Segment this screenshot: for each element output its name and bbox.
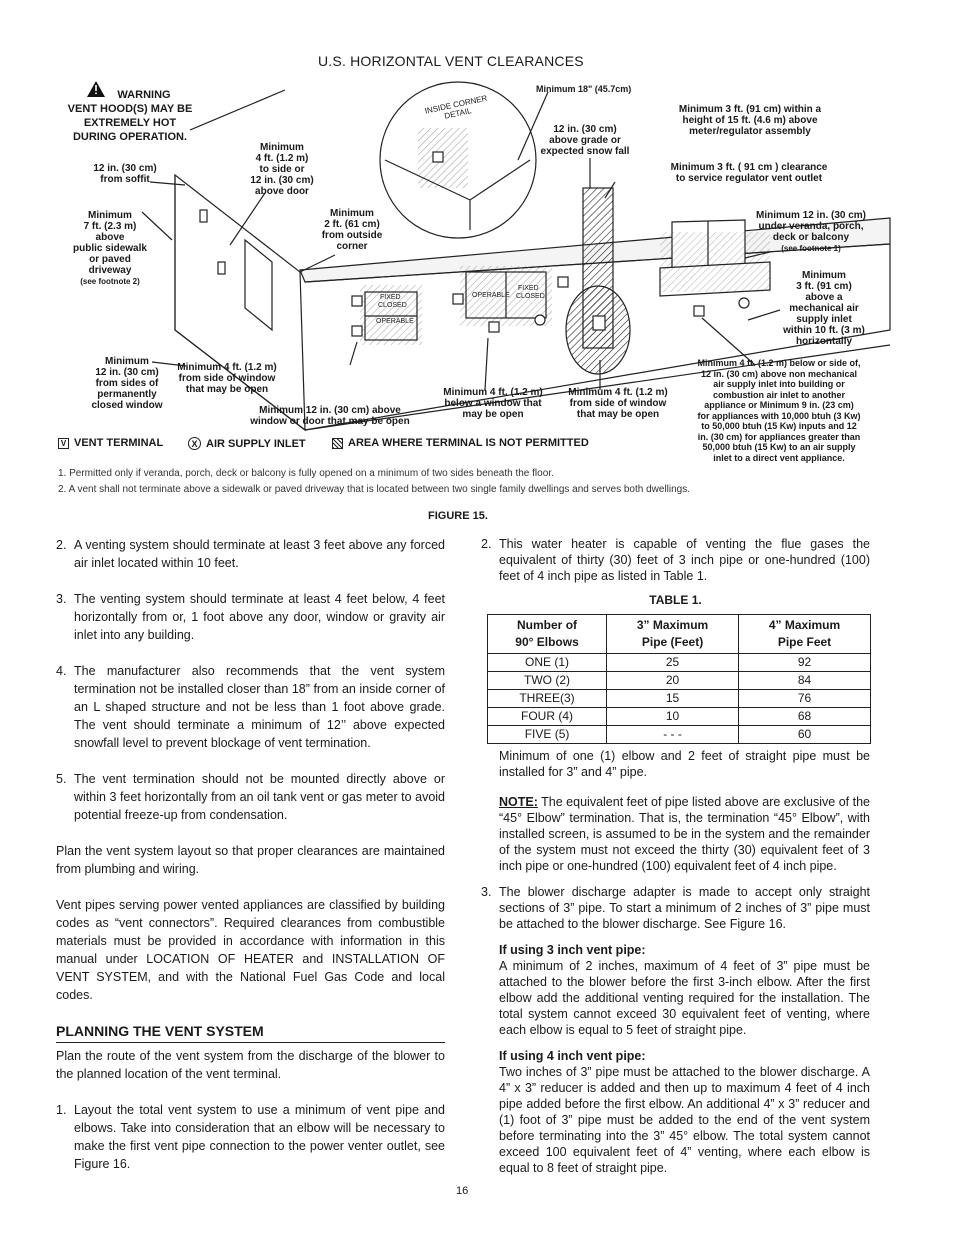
label-line: Minimum 3 ft. ( 91 cm ) clearance bbox=[670, 162, 828, 173]
header-line: 90° Elbows bbox=[515, 635, 579, 649]
header-line: Number of bbox=[517, 618, 578, 632]
label-line: 12 in. (30 cm) bbox=[93, 163, 157, 174]
legend-label: AREA WHERE TERMINAL IS NOT PERMITTED bbox=[348, 437, 589, 449]
header-line: 4” Maximum bbox=[768, 618, 841, 632]
window-tag-operable: OPERABLE bbox=[376, 318, 414, 325]
label-line: from side of window bbox=[569, 398, 667, 409]
label-line: 12 in. (30 cm) bbox=[250, 175, 314, 186]
label-line: inlet to a direct vent appliance. bbox=[713, 452, 845, 463]
figure-footnote: 2. A vent shall not terminate above a sidewalk or paved driveway that is located between two single family dwellings and serves both dwellings. bbox=[58, 484, 691, 495]
label-veranda bbox=[748, 210, 874, 254]
table-cell: 60 bbox=[739, 726, 871, 744]
label-line: Minimum 4 ft. (1.2 m) bbox=[443, 387, 543, 398]
window-tag-operable: OPERABLE bbox=[472, 292, 510, 299]
legend-label: VENT TERMINAL bbox=[74, 437, 164, 449]
label-line: above bbox=[95, 232, 125, 243]
list-text: The manufacturer also recommends that the vent system termination not be installed closer than 18” from an inside corner of an L shaped structure and not be less than 1 foot above grade. The vent should terminate a minimum of 12’’ above expected snowfall level to prevent blockage of vent termination. bbox=[74, 664, 445, 750]
list-text: The vent termination should not be mounted directly above or within 3 feet horizontally from an oil tank vent or gas meter to avoid potential freeze-up from condensation. bbox=[74, 772, 445, 822]
elbow-pipe-table bbox=[487, 614, 871, 744]
warning-line: DURING OPERATION. bbox=[72, 131, 188, 143]
label-open-window-side-b bbox=[558, 387, 678, 420]
label-line: above door bbox=[255, 186, 309, 197]
list-number: 1. bbox=[56, 1103, 67, 1117]
label-line: mechanical air bbox=[789, 303, 859, 314]
list-item bbox=[56, 662, 445, 752]
label-line: closed window bbox=[91, 400, 163, 411]
table-cell: 25 bbox=[607, 654, 739, 672]
vent-terminal-icon: V bbox=[58, 438, 69, 449]
window-tag-closed: CLOSED bbox=[516, 293, 545, 300]
list-text: Layout the total vent system to use a minimum of vent pipe and elbows. Take into consideration that an elbow will be necessary to make the first vent pipe connection to the power venter outlet, see Figure 16. bbox=[74, 1103, 445, 1171]
label-line: 50,000 btuh (15 Kw) to an air supply bbox=[702, 442, 856, 452]
legend-not-permitted bbox=[332, 437, 589, 449]
air-inlet-icon: X bbox=[188, 437, 201, 450]
subsection-title: If using 4 inch vent pipe: bbox=[499, 1049, 646, 1063]
list-number: 3. bbox=[481, 885, 492, 899]
figure-title: U.S. HORIZONTAL VENT CLEARANCES bbox=[318, 53, 584, 69]
label-line: meter/regulator assembly bbox=[689, 126, 811, 137]
section-heading: PLANNING THE VENT SYSTEM bbox=[56, 1022, 445, 1043]
subsection bbox=[499, 1048, 870, 1176]
note-label: NOTE: bbox=[499, 795, 538, 809]
table-cell: 68 bbox=[739, 708, 871, 726]
table-header bbox=[488, 615, 607, 654]
left-column bbox=[56, 536, 445, 1191]
label-sidewalk bbox=[60, 210, 160, 287]
label-door bbox=[232, 142, 332, 197]
label-line: combustion air inlet to another bbox=[712, 389, 845, 400]
label-line: Minimum 12 in. (30 cm) bbox=[755, 210, 867, 221]
table-cell: 15 bbox=[607, 690, 739, 708]
list-item bbox=[481, 884, 870, 932]
label-line: appliance or Minimum 9 in. (23 cm) bbox=[704, 400, 854, 410]
label-grade bbox=[535, 124, 635, 157]
label-line: Minimum bbox=[88, 210, 132, 221]
list-item bbox=[56, 1101, 445, 1173]
subsection-text: A minimum of 2 inches, maximum of 4 feet of 3” pipe must be attached to the blower before the first 3-inch elbow. After the first elbow add the additional venting required for the installation. The total system cannot exceed 30 equivalent feet of venting, where each elbow is equal to 5 feet of straight pipe. bbox=[499, 959, 870, 1037]
label-meter bbox=[664, 104, 836, 137]
label-line: 2 ft. (61 cm) bbox=[324, 219, 380, 230]
label-above-window bbox=[240, 405, 420, 427]
label-line: 12 in. (30 cm) above non mechanical bbox=[700, 368, 858, 379]
list-item bbox=[481, 536, 870, 584]
table-cell: - - - bbox=[607, 726, 739, 744]
label-inside-corner: INSIDE CORNER DETAIL bbox=[424, 93, 489, 121]
label-line: Minimum bbox=[105, 356, 149, 367]
label-line: from sides of bbox=[95, 378, 159, 389]
label-line: Minimum 12 in. (30 cm) above bbox=[259, 405, 401, 416]
subsection bbox=[499, 942, 870, 1038]
list-text: The blower discharge adapter is made to accept only straight sections of 3” pipe. To start a minimum of 2 inches of 3” pipe must be attached to the blower discharge. See Figure 16. bbox=[499, 885, 870, 931]
list-item bbox=[56, 770, 445, 824]
table-cell: 76 bbox=[739, 690, 871, 708]
label-line: public sidewalk bbox=[73, 243, 147, 254]
label-line: above grade or bbox=[549, 135, 621, 146]
label-line: horizontally bbox=[795, 336, 853, 347]
subsection-title: If using 3 inch vent pipe: bbox=[499, 943, 646, 957]
figure-caption: FIGURE 15. bbox=[428, 510, 488, 522]
label-line: from soffit bbox=[100, 174, 150, 185]
table-row bbox=[488, 726, 871, 744]
list-text: This water heater is capable of venting the flue gases the equivalent of thirty (30) feet of 3 inch pipe or one-hundred (100) feet of 4 inch pipe as listed in Table 1. bbox=[499, 537, 870, 583]
label-line: expected snow fall bbox=[540, 146, 630, 157]
footnote-ref: (see footnote 1) bbox=[781, 244, 841, 253]
label-line: deck or balcony bbox=[772, 232, 850, 243]
figure-footnote: 1. Permitted only if veranda, porch, deck or balcony is fully opened on a minimum of two sides beneath the floor. bbox=[58, 468, 554, 479]
label-line: to 50,000 btuh (15 Kw) inputs and 12 bbox=[701, 421, 857, 431]
page-number: 16 bbox=[456, 1185, 469, 1197]
label-line: 12 in. (30 cm) bbox=[553, 124, 617, 135]
legend-label: AIR SUPPLY INLET bbox=[206, 437, 306, 450]
list-item bbox=[56, 590, 445, 644]
hatched-area-icon bbox=[332, 438, 343, 449]
label-line: supply inlet bbox=[796, 314, 852, 325]
label-line: Minimum bbox=[260, 142, 304, 153]
header-line: Pipe Feet bbox=[777, 635, 832, 649]
legend-vent-terminal bbox=[58, 437, 163, 449]
list-text: A venting system should terminate at least 3 feet above any forced air inlet located within 10 feet. bbox=[74, 538, 445, 570]
window-tag-fixed: FIXED bbox=[380, 294, 401, 301]
table-cell: 84 bbox=[739, 672, 871, 690]
list-text: The venting system should terminate at least 4 feet below, 4 feet horizontally from or, 1 foot above any door, window or gravity air inlet into any building. bbox=[74, 592, 445, 642]
table-cell: 10 bbox=[607, 708, 739, 726]
label-non-mech bbox=[684, 358, 874, 463]
label-line: air supply inlet into building or bbox=[713, 379, 845, 389]
label-line: under veranda, porch, bbox=[758, 221, 864, 232]
label-line: window or door that may be open bbox=[250, 416, 410, 427]
label-line: 7 ft. (2.3 m) bbox=[83, 221, 137, 232]
table-cell: FOUR (4) bbox=[488, 708, 607, 726]
right-column bbox=[481, 536, 870, 1176]
label-line: Minimum 3 ft. (91 cm) within a bbox=[678, 104, 822, 115]
label-line: below a window that bbox=[444, 398, 542, 409]
label-line: Minimum 4 ft. (1.2 m) bbox=[568, 387, 668, 398]
list-number: 2. bbox=[56, 538, 67, 552]
table-row bbox=[488, 690, 871, 708]
label-line: 3 ft. (91 cm) bbox=[796, 281, 852, 292]
label-line: Minimum bbox=[802, 270, 846, 281]
warning-line: VENT HOOD(S) MAY BE bbox=[67, 103, 193, 115]
label-line: height of 15 ft. (4.6 m) above bbox=[682, 115, 818, 126]
list-number: 5. bbox=[56, 772, 67, 786]
note-paragraph bbox=[499, 794, 870, 874]
table-row bbox=[488, 654, 871, 672]
table-cell: TWO (2) bbox=[488, 672, 607, 690]
table-header bbox=[607, 615, 739, 654]
label-line: for appliances with 10,000 btuh (3 Kw) bbox=[697, 410, 861, 421]
label-line: to side or bbox=[259, 164, 305, 175]
label-regulator bbox=[658, 162, 840, 184]
label-line: to service regulator vent outlet bbox=[675, 173, 823, 184]
paragraph: Minimum of one (1) elbow and 2 feet of straight pipe must be installed for 3” and 4” pipe. bbox=[499, 749, 870, 779]
list-item bbox=[56, 536, 445, 572]
list-number: 3. bbox=[56, 592, 67, 606]
label-outside-corner bbox=[306, 208, 398, 252]
header-line: Pipe (Feet) bbox=[641, 635, 704, 649]
table-cell: ONE (1) bbox=[488, 654, 607, 672]
label-line: or paved bbox=[89, 254, 131, 265]
warning-title: WARNING bbox=[117, 89, 171, 101]
label-below-window bbox=[433, 387, 553, 420]
label-line: from outside bbox=[321, 230, 383, 241]
label-line: Minimum 4 ft. (1.2 m) below or side of, bbox=[697, 358, 861, 368]
label-line: driveway bbox=[88, 265, 132, 276]
paragraph: Vent pipes serving power vented appliances are classified by building codes as “vent connectors”. Required clearances from combustible materials must be provided in accordance with information in this manual under LOCATION OF HEATER and INSTALLATION OF VENT SYSTEM, and with the National Fuel Gas Code and local codes. bbox=[56, 898, 445, 1002]
warning-label bbox=[52, 88, 208, 144]
label-line: 4 ft. (1.2 m) bbox=[255, 153, 309, 164]
subsection-text: Two inches of 3” pipe must be attached to the blower discharge. A 4” x 3” reducer is added and then up to maximum 4 feet of 4 inch pipe added before the first elbow. An additional 4” x 3” reducer and (1) foot of 3” pipe must be added to the end of the vent system before terminating into the 3” 45° elbow. The total system cannot exceed 100 equivalent feet of 4” venting, where each elbow is equal to 8 feet of straight pipe. bbox=[499, 1065, 870, 1175]
table-header bbox=[739, 615, 871, 654]
label-line: within 10 ft. (3 m) bbox=[783, 325, 865, 336]
label-line: from side of window bbox=[178, 373, 276, 384]
label-line: corner bbox=[336, 241, 368, 252]
paragraph: Plan the route of the vent system from the discharge of the blower to the planned location of the vent terminal. bbox=[56, 1049, 445, 1081]
label-line: that may be open bbox=[185, 384, 269, 395]
note-text: The equivalent feet of pipe listed above are exclusive of the “45° Elbow” termination. That is, the termination “45° Elbow”, with installed screen, is assumed to be in the system and the remainder of the system must not exceed the thirty (30) equivalent feet of 3 inch pipe or one-hundred (100) equivalent feet of 4 inch pipe. bbox=[499, 795, 870, 873]
label-line: in. (30 cm) for appliances greater than bbox=[697, 431, 861, 442]
warning-line: EXTREMELY HOT bbox=[83, 117, 177, 129]
window-tag-closed: CLOSED bbox=[378, 302, 407, 309]
table-cell: 92 bbox=[739, 654, 871, 672]
table-title: TABLE 1. bbox=[649, 593, 702, 607]
label-closed-window bbox=[80, 356, 174, 411]
legend-air-inlet bbox=[188, 437, 306, 450]
door bbox=[245, 240, 272, 330]
table-cell: 20 bbox=[607, 672, 739, 690]
label-line: above a bbox=[805, 292, 843, 303]
label-line: may be open bbox=[462, 409, 524, 420]
table-cell: THREE(3) bbox=[488, 690, 607, 708]
table-row bbox=[488, 672, 871, 690]
list-number: 2. bbox=[481, 537, 492, 551]
label-min18: Minimum 18" (45.7cm) bbox=[536, 84, 632, 94]
label-soffit bbox=[80, 163, 170, 185]
header-line: 3” Maximum bbox=[636, 618, 709, 632]
paragraph: Plan the vent system layout so that proper clearances are maintained from plumbing and wiring. bbox=[56, 844, 445, 876]
label-line: permanently bbox=[97, 389, 157, 400]
label-line: 12 in. (30 cm) bbox=[95, 367, 159, 378]
label-open-window-side-a bbox=[168, 362, 286, 395]
table-row bbox=[488, 708, 871, 726]
window-tag-fixed: FIXED bbox=[518, 285, 539, 292]
label-line: that may be open bbox=[576, 409, 660, 420]
list-number: 4. bbox=[56, 664, 67, 678]
label-mech-air bbox=[774, 270, 874, 347]
label-line: Minimum bbox=[330, 208, 374, 219]
label-line: Minimum 4 ft. (1.2 m) bbox=[177, 362, 277, 373]
table-cell: FIVE (5) bbox=[488, 726, 607, 744]
footnote-ref: (see footnote 2) bbox=[80, 277, 140, 286]
